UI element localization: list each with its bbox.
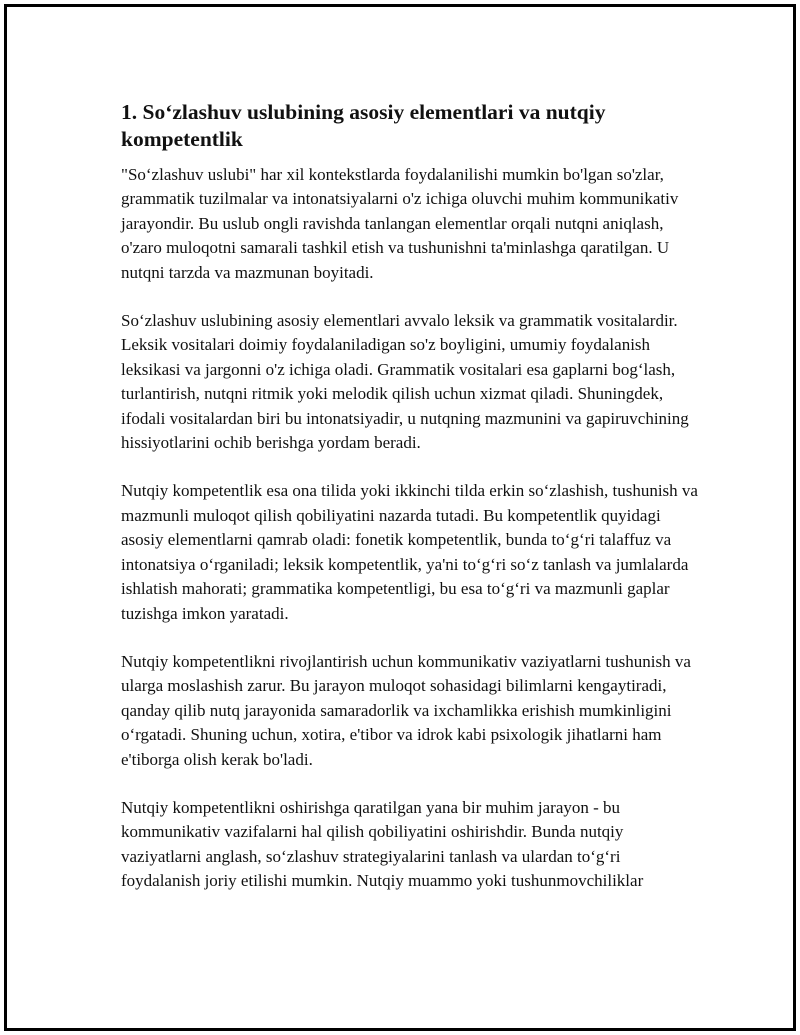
document-page [4,4,796,1031]
document-body [121,99,701,918]
paragraph-4: Nutqiy kompetentlikni rivojlantirish uchun kommunikativ vaziyatlarni tushunish va ularga moslashish zarur. Bu jarayon muloqot sohasidagi bilimlarni kengaytiradi, qanday qilib nutq jarayonida samaradorlik va ixchamlikka erishish mumkinligini o‘rgatadi. Shuning uchun, xotira, e'tibor va idrok kabi psixologik jihatlarni ham e'tiborga olish kerak bo'ladi. [121,651,691,769]
paragraph-5: Nutqiy kompetentlikni oshirishga qaratilgan yana bir muhim jarayon - bu kommunikativ vazifalarni hal qilish qobiliyatini oshirishdir. Bunda nutqiy vaziyatlarni anglash, so‘zlashuv strategiyalarini tanlash va ulardan to‘g‘ri foydalanish joriy etilishi mumkin. Nutqiy muammo yoki tushunmovchiliklar [121,797,644,891]
paragraph-3: Nutqiy kompetentlik esa ona tilida yoki ikkinchi tilda erkin so‘zlashish, tushunish va mazmunli muloqot qilish qobiliyatini nazarda tutadi. Bu kompetentlik quyidagi asosiy elementlarni qamrab oladi: fonetik kompetentlik, bunda to‘g‘ri talaffuz va intonatsiya o‘rganiladi; leksik kompetentlik, ya'ni to‘g‘ri so‘z tanlash va jumlalarda ishlatish mahorati; grammatika kompetentligi, bu esa to‘g‘ri va mazmunli gaplar tuzishga imkon yaratadi. [121,481,698,623]
section-heading: 1. So‘zlashuv uslubining asosiy elementlari va nutqiy kompetentlik [121,100,606,151]
paragraph-1: "So‘zlashuv uslubi" har xil kontekstlarda foydalanilishi mumkin bo'lgan so'zlar, grammatik tuzilmalar va intonatsiyalarni o'z ichiga oluvchi muhim kommunikativ jarayondir. Bu uslub ongli ravishda tanlangan elementlar orqali nutqni aniqlash, o'zaro muloqotni samarali tashkil etish va tushunishni ta'minlashga qaratilgan. U nutqni tarzda va mazmunan boyitadi. [121,165,679,282]
paragraph-2: So‘zlashuv uslubining asosiy elementlari avvalo leksik va grammatik vositalardir. Leksik vositalari doimiy foydalaniladigan so'z boyligini, umumiy foydalanish leksikasi va jargonni o'z ichiga oladi. Grammatik vositalari esa gaplarni bog‘lash, turlantirish, nutqni ritmik yoki melodik qilish uchun xizmat qiladi. Shuningdek, ifodali vositalardan biri bu intonatsiyadir, u nutqning mazmunini va gapiruvchining hissiyotlarini ochib berishga yordam beradi. [121,311,689,453]
